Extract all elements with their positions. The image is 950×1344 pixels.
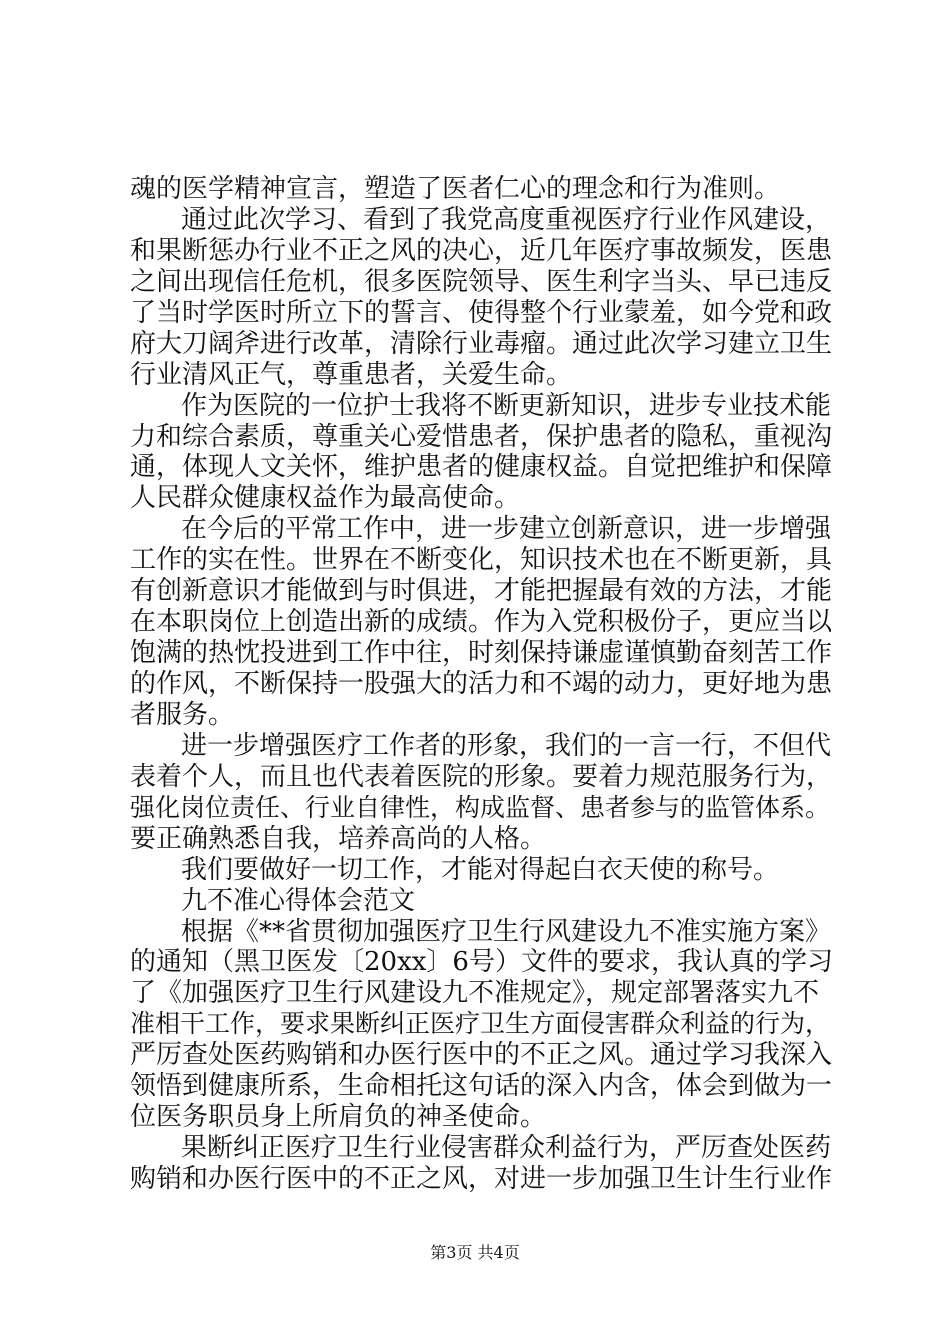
page-footer <box>0 1242 950 1264</box>
text-line: 人民群众健康权益作为最高使命。 <box>130 483 521 513</box>
text-line: 的作风，不断保持一股强大的活力和不竭的动力，更好地为患 <box>130 669 833 699</box>
text-line: 在今后的平常工作中，进一步建立创新意识，进一步增强 <box>181 514 832 544</box>
text-line: 进一步增强医疗工作者的形象，我们的一言一行，不但代 <box>181 731 832 761</box>
text-line: 行业清风正气，尊重患者，关爱生命。 <box>130 360 573 390</box>
text-line: 通，体现人文关怀，维护患者的健康权益。自觉把维护和保障 <box>130 452 833 482</box>
text-line: 者服务。 <box>130 700 235 730</box>
text-line: 之间出现信任危机，很多医院领导、医生利字当头、早已违反 <box>130 267 833 297</box>
text-line: 购销和办医行医中的不正之风，对进一步加强卫生计生行业作 <box>130 1164 833 1194</box>
text-line: 魂的医学精神宣言，塑造了医者仁心的理念和行为准则。 <box>130 174 781 204</box>
text-line: 和果断惩办行业不正之风的决心，近几年医疗事故频发，医患 <box>130 236 833 266</box>
text-line: 府大刀阔斧进行改革，清除行业毒瘤。通过此次学习建立卫生 <box>130 329 833 359</box>
text-line: 了《加强医疗卫生行风建设九不准规定》，规定部署落实九不 <box>130 978 820 1008</box>
text-line: 饱满的热忱投进到工作中往，时刻保持谦虚谨慎勤奋刻苦工作 <box>130 638 833 668</box>
text-line: 严厉查处医药购销和办医行医中的不正之风。通过学习我深入 <box>130 1040 833 1070</box>
text-line: 了当时学医时所立下的誓言、使得整个行业蒙羞，如今党和政 <box>130 298 833 328</box>
text-line: 在本职岗位上创造出新的成绩。作为入党积极份子，更应当以 <box>130 607 833 637</box>
text-line: 我们要做好一切工作，才能对得起白衣天使的称号。 <box>181 855 780 885</box>
section-heading: 九不准心得体会范文 <box>181 886 416 916</box>
text-line: 作为医院的一位护士我将不断更新知识，进步专业技术能 <box>181 391 832 421</box>
text-line: 力和综合素质，尊重关心爱惜患者，保护患者的隐私，重视沟 <box>130 422 833 452</box>
text-line: 表着个人，而且也代表着医院的形象。要着力规范服务行为， <box>130 762 833 792</box>
text-line: 的通知（黑卫医发〔20xx〕6号）文件的要求，我认真的学习 <box>130 947 833 977</box>
text-line: 有创新意识才能做到与时俱进，才能把握最有效的方法，才能 <box>130 576 833 606</box>
text-line: 要正确熟悉自我，培养高尚的人格。 <box>130 824 547 854</box>
text-line: 强化岗位责任、行业自律性，构成监督、患者参与的监管体系。 <box>130 793 831 822</box>
text-line: 领悟到健康所系，生命相托这句话的深入内含，体会到做为一 <box>130 1071 833 1101</box>
text-line: 准相干工作，要求果断纠正医疗卫生方面侵害群众利益的行为， <box>130 1009 831 1038</box>
text-line: 果断纠正医疗卫生行业侵害群众利益行为，严厉查处医药 <box>181 1133 832 1163</box>
text-line: 工作的实在性。世界在不断变化，知识技术也在不断更新，具 <box>130 545 833 575</box>
text-line: 位医务职员身上所肩负的神圣使命。 <box>130 1102 547 1132</box>
text-line: 根据《**省贯彻加强医疗卫生行风建设九不准实施方案》 <box>181 917 832 947</box>
text-line: 通过此次学习、看到了我党高度重视医疗行业作风建设， <box>181 205 832 235</box>
page-number: 第3页 共4页 <box>430 1243 520 1262</box>
